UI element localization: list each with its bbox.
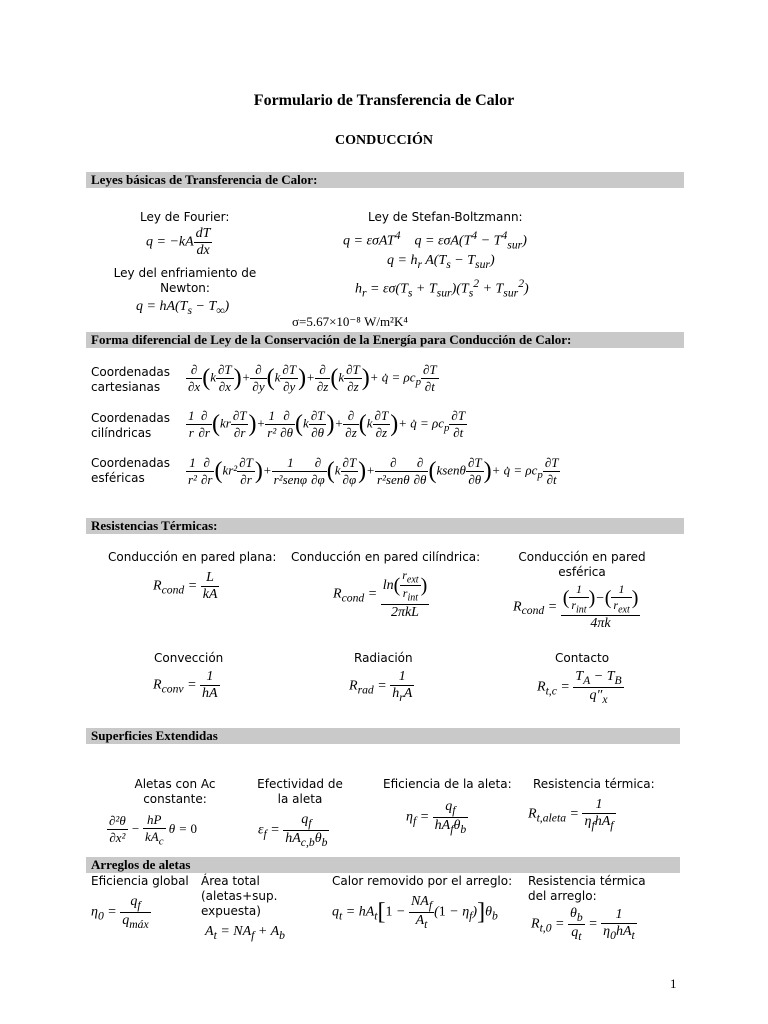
effectiveness-label: Efectividad de la aleta — [257, 777, 343, 806]
stefan-constant: σ=5.67×10⁻⁸ W/m²K⁴ — [292, 314, 408, 329]
fourier-label: Ley de Fourier: — [140, 210, 230, 224]
fin-resistance-equation: $R_{t,aleta}$ = $\frac{1}{\eta_fhA_f}$ — [528, 797, 614, 832]
heat-removed-equation: $q_t = hA_t[1$ − $\frac{NA_f}{A_t}$ $(1 - \eta_f)]\theta_b$ — [332, 894, 498, 931]
stefan-label: Ley de Stefan-Boltzmann: — [368, 210, 523, 224]
cylindrical-wall-label: Conducción en pared cilíndrica: — [291, 550, 481, 564]
spherical-label: Coordenadas esféricas — [91, 456, 170, 485]
fourier-equation: q = −kA $\frac{dT}{dx}$ — [146, 226, 211, 258]
global-efficiency-equation: $\eta_0$ = $\frac{q_f}{q_{máx}}$ — [91, 894, 149, 931]
stefan-equation-3: $h_r = \varepsilon\sigma(T_s + T_{sur})(T_s^2 + T_{sur}^2)$ — [355, 277, 529, 300]
cartesian-label: Coordenadas cartesianas — [91, 365, 170, 394]
fin-equation: $\frac{\text{∂²θ}}{\text{∂x²}}$ − $\frac{hP}{kA_c}$ θ = 0 — [109, 812, 197, 848]
radiation-equation: $R_{rad}$ = $\frac{1}{h_rA}$ — [349, 669, 413, 704]
spherical-equation: $\frac{1}{\text{r²}}$ $\frac{\partial}{\partial r}$ (kr² $\frac{\partial T}{\partial r}$ )+ $\frac{1}{\text{r²senφ}}$ $\frac{\partial}{\partial\varphi}$ (k $\frac{\partial T}{\partial\varphi}$ )+ $\frac{\partial}{\text{r²senθ}}$ $\frac{\partial}{\partial\theta}$ (ksenθ $\frac{\partial T}{\partial\theta}$ )+ q̇ = $\rho c_p$ $\frac{\partial T}{\partial t}$ — [188, 455, 559, 487]
cylindrical-wall-equation: $R_{cond}$ = ln( $\frac{r_{ext}}{r_{int}}$ ) 2πkL — [333, 568, 428, 620]
convection-equation: $R_{conv}$ = $\frac{1}{hA}$ — [153, 669, 218, 701]
efficiency-label: Eficiencia de la aleta: — [383, 777, 512, 791]
section-bar-forma-diferencial: Forma diferencial de Ley de la Conservación de la Energía para Conducción de Calor: — [86, 332, 684, 348]
contact-label: Contacto — [555, 651, 610, 665]
global-efficiency-label: Eficiencia global — [91, 874, 189, 888]
cartesian-equation: $\frac{\partial}{\partial x}$ (k $\frac{\partial T}{\partial x}$ )+ $\frac{\partial}{\partial y}$ (k $\frac{\partial T}{\partial y}$ )+ $\frac{\partial}{\partial z}$ (k $\frac{\partial T}{\partial z}$ )+ q̇ = $\rho c_p$ $\frac{\partial T}{\partial t}$ — [188, 362, 437, 394]
newton-label: Ley del enfriamiento de Newton: — [113, 266, 257, 295]
section-bar-arreglos: Arreglos de aletas — [86, 857, 680, 873]
stefan-equation-1: q = εσAT$^4$ $q = \varepsilon\sigma A(T^4 - T^4_{sur})$ — [343, 229, 527, 252]
convection-label: Convección — [154, 651, 224, 665]
newton-equation: $q = hA(T_s - T_\infty)$ — [136, 299, 230, 317]
section-bar-resistencias: Resistencias Térmicas: — [86, 518, 684, 534]
array-resistance-equation: $R_{t,0}$ = $\frac{\theta_b}{q_t}$ = $\frac{1}{\eta_0hA_t}$ — [531, 906, 635, 943]
section-bar-superficies: Superficies Extendidas — [86, 728, 680, 744]
effectiveness-equation: $\varepsilon_f$ = $\frac{q_f}{hA_{c,b}\theta_b}$ — [258, 812, 328, 849]
radiation-label: Radiación — [354, 651, 413, 665]
total-area-label: Área total (aletas+sup. expuesta) — [201, 874, 278, 918]
contact-equation: $R_{t,c}$ = $\frac{T_A - T_B}{q''_x}$ — [537, 669, 622, 706]
page-title: Formulario de Transferencia de Calor — [253, 92, 515, 109]
heat-removed-label: Calor removido por el arreglo: — [332, 874, 513, 888]
stefan-equation-2: $q = h_r$ $A(T_s - T_{sur})$ — [387, 253, 495, 271]
section-bar-leyes: Leyes básicas de Transferencia de Calor: — [86, 172, 684, 188]
thermal-resistance-label: Resistencia térmica: — [533, 777, 655, 791]
cylindrical-label: Coordenadas cilíndricas — [91, 411, 170, 440]
efficiency-equation: $\eta_f$ = $\frac{q_f}{hA_f\theta_b}$ — [406, 799, 467, 836]
plane-wall-equation: $R_{cond}$ = $\frac{L}{kA}$ — [153, 570, 218, 602]
spherical-wall-label: Conducción en pared esférica — [518, 550, 646, 579]
total-area-equation: $A_t = NA_f + A_b$ — [205, 924, 285, 942]
section-title-conduccion: CONDUCCIÓN — [335, 133, 433, 148]
spherical-wall-equation: $R_{cond}$ = ( $\frac{1}{r_{int}}$ )−( $\frac{1}{r_{ext}}$ ) 4πk — [513, 582, 639, 632]
array-resistance-label: Resistencia térmica del arreglo: — [528, 874, 646, 903]
page-number: 1 — [670, 976, 677, 991]
fins-label: Aletas con Ac constante: — [134, 777, 216, 806]
plane-wall-label: Conducción en pared plana: — [108, 550, 277, 564]
cylindrical-equation: $\frac{1}{r}$ $\frac{\partial}{\partial r}$ (kr $\frac{\partial T}{\partial r}$ )+ $\frac{1}{\text{r²}}$ $\frac{\partial}{\partial\theta}$ (k $\frac{\partial T}{\partial\theta}$ )+ $\frac{\partial}{\partial z}$ (k $\frac{\partial T}{\partial z}$ )+ q̇ = $\rho c_p$ $\frac{\partial T}{\partial t}$ — [188, 408, 466, 440]
